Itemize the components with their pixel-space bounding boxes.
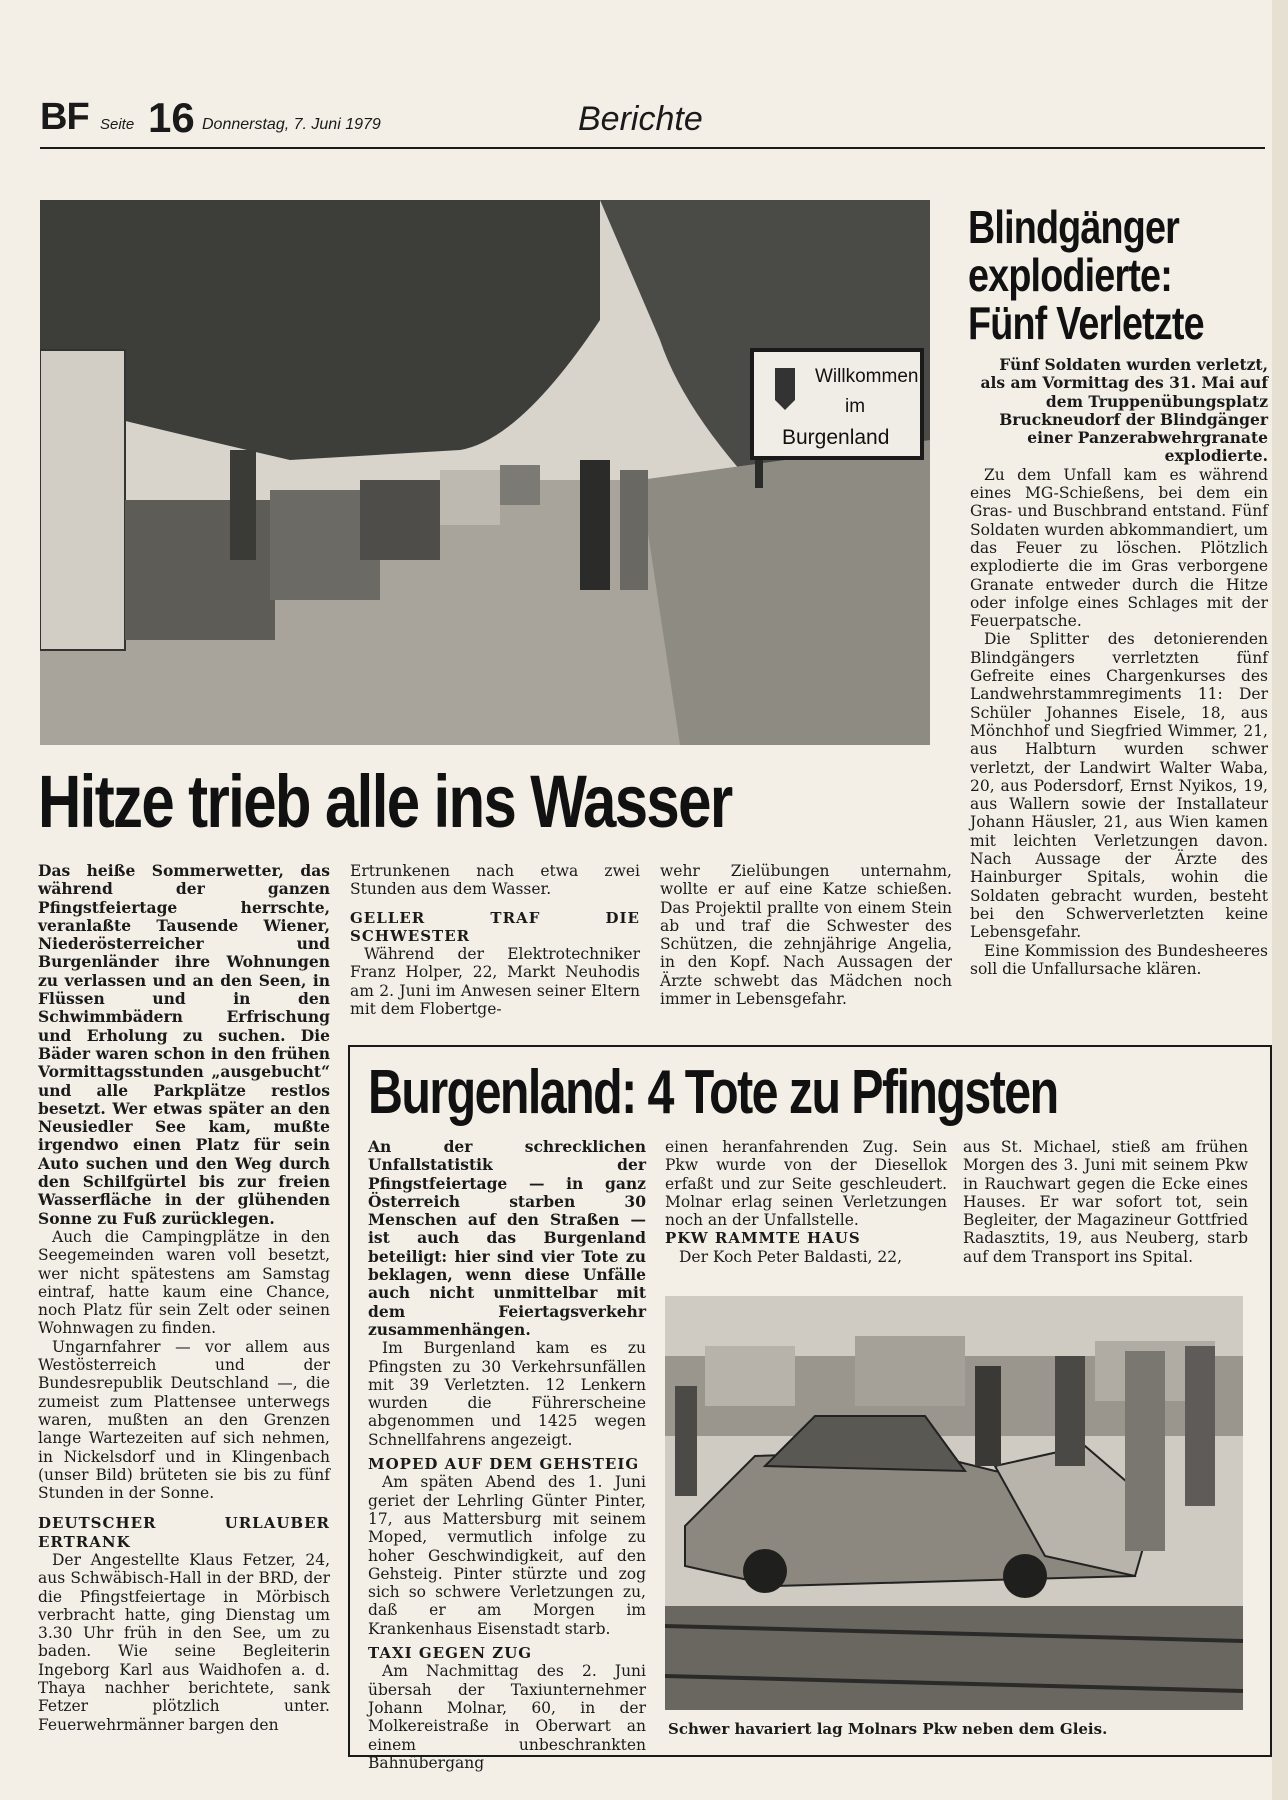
hitze-paragraph: Ungarnfahrer — vor allem aus Westösterreich und der Bundesrepublik Deutschland —, die zumeist zum Plattensee unterwegs waren, mußten an den Grenzen lange Wartezeiten auf sich nehmen, in Nickelsdorf und in Klingenbach (unser Bild) brüteten sie bis zu fünf Stunden in der Sonne. [38,1337,330,1503]
subheading-taxi: TAXI GEGEN ZUG [368,1644,533,1663]
border-road-photo-drawing [40,200,930,745]
section-title: Berichte [578,100,703,138]
hitze-column-3 [660,862,952,1008]
blindgaenger-paragraph: Eine Kommission des Bundesheeres soll die Unfallursache klären. [970,941,1268,978]
hitze-paragraph: Während der Elektrotechniker Franz Holper, 22, Markt Neuhodis am 2. Juni im Anwesen seiner Eltern mit dem Flobertge- [350,945,640,1019]
sign-text-2: im [845,396,866,417]
page-number: 16 [148,94,195,141]
crashed-car-photo [665,1296,1243,1710]
subheading-deutscher-urlauber: DEUTSCHER URLAUBER ERTRANK [38,1514,330,1551]
hitze-paragraph: Auch die Campingplätze in den Seegemeinden waren voll besetzt, wer nicht spätestens am Samstag eintraf, hatte kaum eine Chance, noch Platz für sein Zelt oder seinen Wohnwagen zu finden. [38,1227,330,1338]
paper-logo: BF [40,96,89,138]
hitze-headline: Hitze trieb alle ins Wasser [38,760,732,843]
subheading-geller: GELLER TRAF DIE SCHWESTER [350,908,640,945]
burgenland-paragraph: Am späten Abend des 1. Juni geriet der Lehrling Günter Pinter, 17, aus Mattersburg mit seinem Moped, vermutlich infolge zu hoher Geschwindigkeit, auf den Gehsteig. Pinter stürzte und zog sich so schwere Verletzungen zu, daß er am Morgen im Krankenhaus Eisenstadt starb. [368,1473,646,1638]
border-road-photo [40,200,930,745]
photo-caption: Schwer havariert lag Molnars Pkw neben dem Gleis. [668,1720,1108,1738]
hitze-column-2 [350,862,640,1018]
hitze-paragraph: Ertrunkenen nach etwa zwei Stunden aus dem Wasser. [350,862,640,899]
blindgaenger-headline-line3: Fünf Verletzte [968,297,1204,349]
burgenland-column-2 [665,1138,947,1266]
burgenland-paragraph: Im Burgenland kam es zu Pfingsten zu 30 Verkehrsunfällen mit 39 Verletzten. 12 Lenkern wurden die Führerscheine abgenommen und 1425 wegen Schnellfahrens angezeigt. [368,1339,646,1449]
burgenland-paragraph: Am Nachmittag des 2. Juni übersah der Taxiunternehmer Johann Molnar, 60, in der Molkereistraße in Oberwart an einem unbeschrankten Bahnübergang [368,1662,646,1772]
page-header [40,92,1265,149]
burgenland-paragraph: aus St. Michael, stieß am frühen Morgen des 3. Juni mit seinem Pkw in Rauchwart gegen die Ecke eines Hauses. Er war sofort tot, sein Begleiter, der Magazineur Gottfried Radasztits, 19, aus Neuberg, starb auf dem Transport ins Spital. [963,1138,1248,1266]
sign-text-3: Burgenland [782,426,890,449]
subheading-pkw-rammte-haus: PKW RAMMTE HAUS [665,1229,861,1248]
page-label: Seite [100,116,135,133]
page-edge [1272,0,1288,1800]
blindgaenger-body [970,356,1268,978]
blindgaenger-lead: Fünf Soldaten wurden verletzt, als am Vormittag des 31. Mai auf dem Truppenübungsplatz Bruckneudorf der Blindgänger einer Panzerabwehrgranate explodierte. [980,355,1268,466]
hitze-lead: Das heiße Sommerwetter, das während der ganzen Pfingstfeiertage herrschte, veranlaßte Tausende Wiener, Niederösterreicher und Burgenländer ihre Wohnungen zu verlassen und an den Seen, in Flüssen und in den Schwimmbädern Erfrischung und Erholung zu suchen. Die Bäder waren schon in den frühen Vormittagsstunden „ausgebucht“ und alle Parkplätze restlos besetzt. Wer etwas später an den Neusiedler See kam, mußte irgendwo einen Platz für sein Auto suchen und den Weg durch den Schilfgürtel bis zur freien Wasserfläche in der glühenden Sonne zu Fuß zurücklegen. [38,861,330,1228]
burgenland-lead: An der schrecklichen Unfallstatistik der Pfingstfeiertage — in ganz Österreich starben 30 Menschen auf den Straßen — ist auch das Burgenland beteiligt: hier sind vier Tote zu beklagen, wenn diese Unfälle auch nicht unmittelbar mit dem Feiertagsverkehr zusammenhängen. [368,1137,646,1339]
crashed-car-photo-drawing [665,1296,1243,1710]
subheading-moped: MOPED AUF DEM GEHSTEIG [368,1455,640,1474]
burgenland-paragraph: Der Koch Peter Baldasti, 22, [679,1247,903,1266]
burgenland-column-1 [368,1138,646,1772]
hitze-column-1 [38,862,330,1734]
blindgaenger-paragraph: Zu dem Unfall kam es während eines MG-Schießens, bei dem ein Gras- und Buschbrand entstand. Fünf Soldaten wurden abkommandiert, um das Feuer zu löschen. Plötzlich explodierte die im Gras verborgene Granate entweder durch die Hitze oder infolge eines Schlages mit der Feuerpatsche. [970,465,1268,631]
hitze-paragraph: Der Angestellte Klaus Fetzer, 24, aus Schwäbisch-Hall in der BRD, der die Pfingstfeiertage in Mörbisch verbracht hatte, ging Dienstag um 3.30 Uhr früh in den See, um zu baden. Wie seine Begleiterin Ingeborg Karl aus Waidhofen a. d. Thaya nachher berichtete, sank Fetzer plötzlich unter. Feuerwehrmänner bargen den [38,1550,330,1734]
burgenland-column-3 [963,1138,1248,1266]
blindgaenger-headline [968,203,1204,347]
sign-text-1: Willkommen [815,366,919,387]
issue-date: Donnerstag, 7. Juni 1979 [202,116,381,133]
burgenland-headline: Burgenland: 4 Tote zu Pfingsten [368,1058,1058,1127]
hitze-paragraph: wehr Zielübungen unternahm, wollte er auf eine Katze schießen. Das Projektil prallte von einem Stein ab und traf die Schwester des Schützen, die zehnjährige Angelia, in den Kopf. Nach Aussagen der Ärzte schwebt das Mädchen noch immer in Lebensgefahr. [660,862,952,1009]
blindgaenger-headline-line2: explodierte: [968,249,1172,301]
blindgaenger-headline-line1: Blindgänger [968,201,1180,253]
blindgaenger-paragraph: Die Splitter des detonierenden Blindgängers verrletzten fünf Gefreite eines Chargenkurses des Landwehrstammregiments 11: Der Schüler Johannes Eisele, 18, aus Mönchhof und Siegfried Wimmer, 21, aus Halbturn wurden schwer verletzt, der Landwirt Walter Waba, 20, aus Podersdorf, Ernst Nyikos, 19, aus Wallern sowie der Installateur Johann Häusler, 21, aus Wien kamen mit leichten Verletzungen davon. Nach Aussage der Ärzte des Hainburger Spitals, wohin die Soldaten gebracht wurden, besteht bei den Schwerverletzten keine Lebensgefahr. [970,630,1268,942]
burgenland-paragraph: einen heranfahrenden Zug. Sein Pkw wurde von der Diesellok erfaßt und zur Seite geschleudert. Molnar erlag seinen Verletzungen noch an der Unfallstelle. [665,1138,947,1230]
